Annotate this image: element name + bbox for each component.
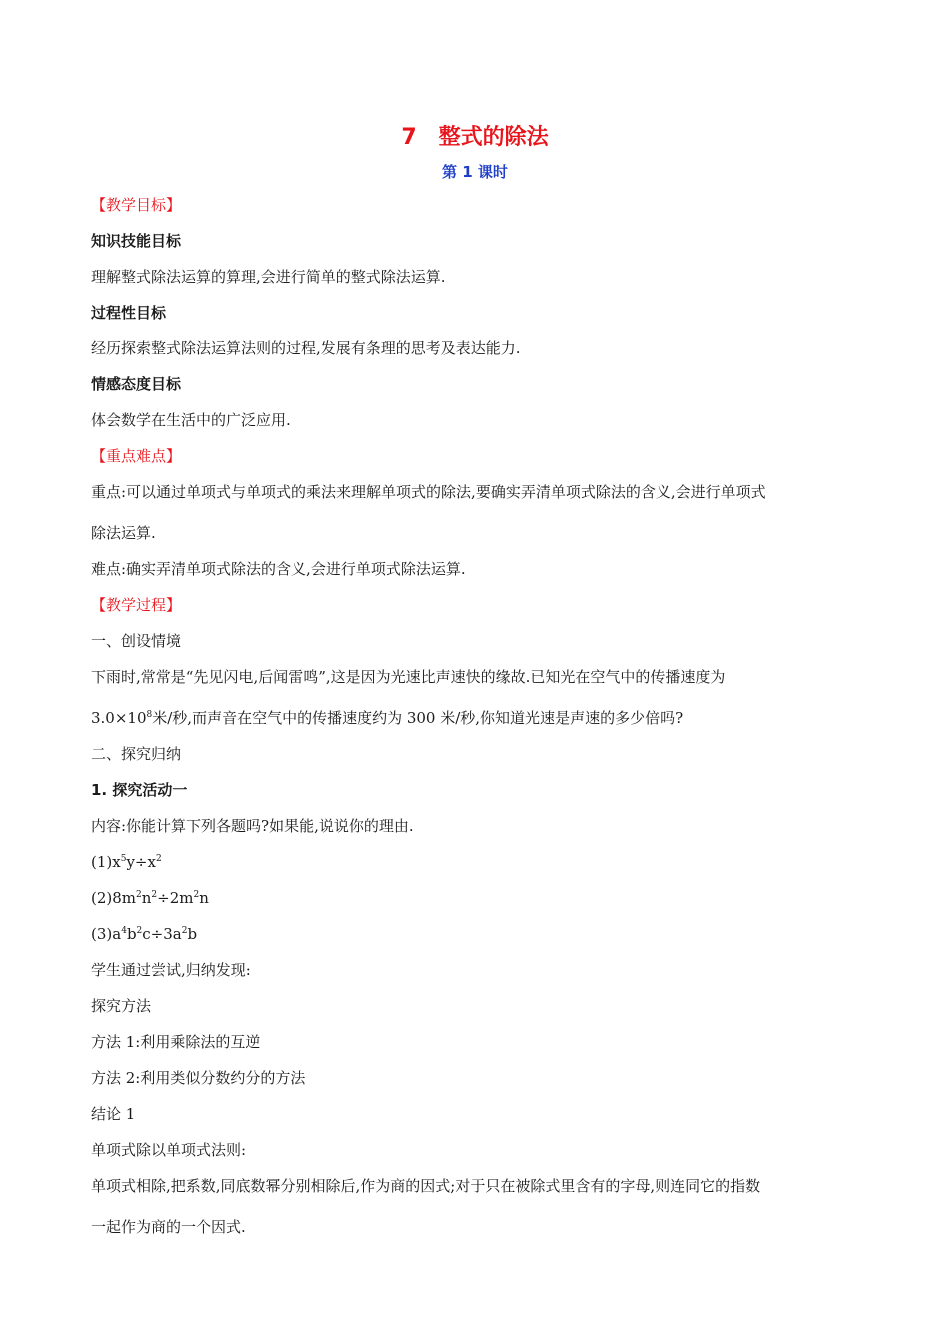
process-goal-title: 过程性目标 bbox=[91, 304, 167, 322]
scenario-exponent: 8 bbox=[146, 710, 153, 720]
scenario-line-1: 下雨时,常常是“先见闪电,后闻雷鸣”,这是因为光速比声速快的缘故.已知光在空气中的传播速度为 bbox=[91, 668, 726, 686]
expr-exponent: 2 bbox=[136, 926, 143, 936]
difficulty-point: 难点:确实弄清单项式除法的含义,会进行单项式除法运算. bbox=[91, 560, 466, 578]
expr-exponent: 4 bbox=[121, 926, 127, 936]
lesson-number: 7 bbox=[401, 125, 417, 150]
expr-exponent: 2 bbox=[181, 926, 188, 936]
expr-part: (1)x bbox=[91, 853, 121, 871]
expr-part: y÷x bbox=[126, 853, 156, 871]
expr-exponent: 2 bbox=[193, 890, 200, 900]
method-two: 方法 2:利用类似分数约分的方法 bbox=[91, 1069, 306, 1087]
problem-3 bbox=[91, 924, 197, 944]
expr-exponent: 2 bbox=[136, 890, 142, 900]
rule-title: 单项式除以单项式法则: bbox=[91, 1141, 247, 1159]
section-heading-goals: 【教学目标】 bbox=[91, 196, 182, 214]
activity-content: 内容:你能计算下列各题吗?如果能,说说你的理由. bbox=[91, 817, 414, 835]
expr-part: b bbox=[187, 925, 198, 943]
problem-2 bbox=[91, 888, 209, 908]
conclusion-label: 结论 1 bbox=[91, 1105, 136, 1123]
section-heading-keypoints: 【重点难点】 bbox=[91, 447, 182, 465]
scenario-line-2 bbox=[91, 708, 683, 728]
lesson-subtitle: 第 1 课时 bbox=[442, 163, 508, 181]
part-two-heading: 二、探究归纳 bbox=[91, 745, 182, 763]
process-goal-text: 经历探索整式除法运算法则的过程,发展有条理的思考及表达能力. bbox=[91, 339, 521, 357]
lesson-title bbox=[0, 120, 950, 151]
emotion-goal-title: 情感态度目标 bbox=[91, 375, 182, 393]
expr-part: (2)8m bbox=[91, 889, 137, 907]
expr-part: b bbox=[126, 925, 137, 943]
expr-exponent: 2 bbox=[151, 890, 158, 900]
rule-line-2: 一起作为商的一个因式. bbox=[91, 1218, 246, 1236]
scenario-number: 3.0×10 bbox=[91, 709, 147, 727]
emotion-goal-text: 体会数学在生活中的广泛应用. bbox=[91, 411, 291, 429]
method-one: 方法 1:利用乘除法的互逆 bbox=[91, 1033, 261, 1051]
key-point-line-2: 除法运算. bbox=[91, 524, 156, 542]
expr-part: n bbox=[141, 889, 152, 907]
summary-intro: 学生通过尝试,归纳发现: bbox=[91, 961, 251, 979]
expr-exponent: 2 bbox=[155, 854, 162, 864]
problem-1 bbox=[91, 852, 162, 872]
expr-part: ÷2m bbox=[157, 889, 194, 907]
method-title: 探究方法 bbox=[91, 997, 152, 1015]
expr-part: c÷3a bbox=[142, 925, 182, 943]
expr-part: (3)a bbox=[91, 925, 122, 943]
key-point-line-1: 重点:可以通过单项式与单项式的乘法来理解单项式的除法,要确实弄清单项式除法的含义,会进行单项式 bbox=[91, 483, 766, 501]
activity-one-heading: 1. 探究活动一 bbox=[91, 781, 188, 799]
scenario-text: 米/秒,而声音在空气中的传播速度约为 300 米/秒,你知道光速是声速的多少倍吗? bbox=[152, 709, 684, 727]
rule-line-1: 单项式相除,把系数,同底数幂分别相除后,作为商的因式;对于只在被除式里含有的字母,则连同它的指数 bbox=[91, 1177, 761, 1195]
knowledge-goal-title: 知识技能目标 bbox=[91, 232, 182, 250]
knowledge-goal-text: 理解整式除法运算的算理,会进行简单的整式除法运算. bbox=[91, 268, 446, 286]
expr-part: n bbox=[199, 889, 209, 907]
expr-exponent: 5 bbox=[120, 854, 127, 864]
section-heading-process: 【教学过程】 bbox=[91, 596, 182, 614]
lesson-title-text: 整式的除法 bbox=[438, 125, 549, 150]
part-one-heading: 一、创设情境 bbox=[91, 632, 182, 650]
